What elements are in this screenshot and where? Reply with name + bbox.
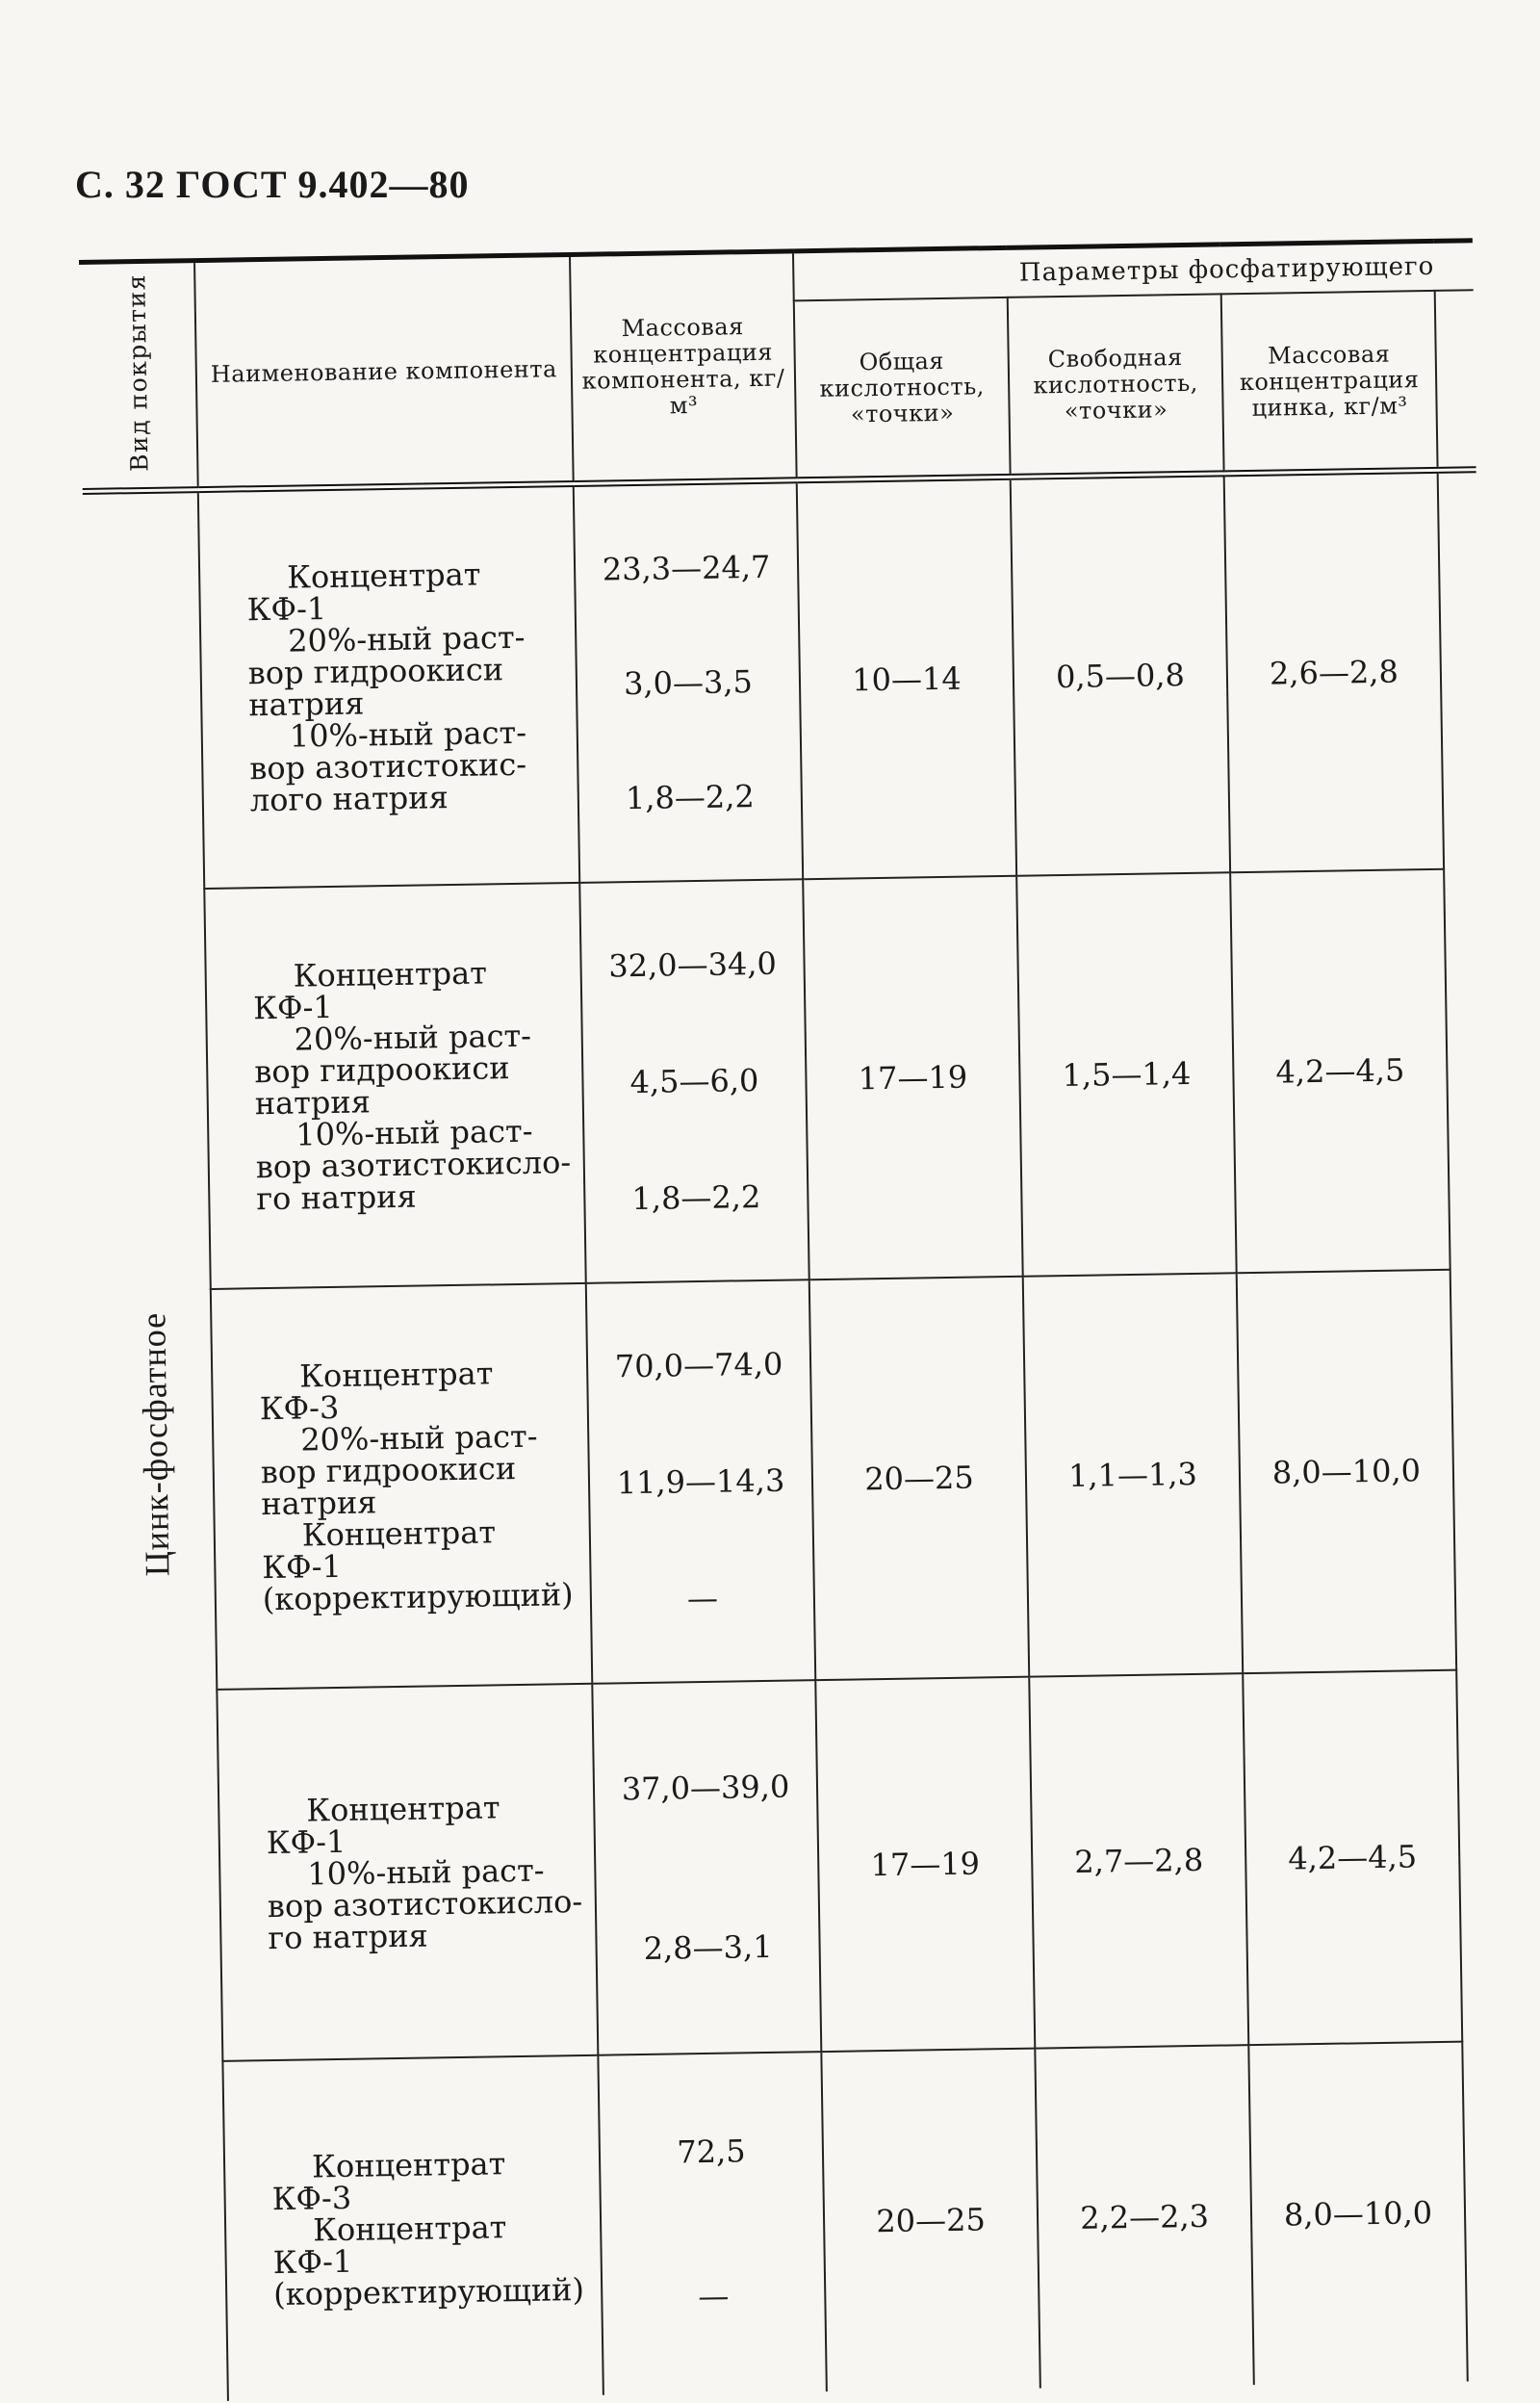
component-cell — [204, 883, 585, 1289]
component-item — [271, 2144, 590, 2217]
composition-table — [79, 238, 1506, 2402]
total-acidity-cell: 17—19 — [815, 1677, 1035, 2052]
component-item — [255, 1112, 575, 1218]
mass-value: — — [686, 1579, 719, 1616]
mass-value: 2,8—3,1 — [643, 1927, 773, 1967]
mass-cell — [574, 480, 803, 883]
total-acidity-cell: 20—25 — [809, 1277, 1030, 1680]
trailing-cell — [1444, 868, 1489, 1270]
mass-value: — — [698, 2277, 730, 2315]
table-row — [101, 1669, 1501, 2063]
component-cell — [217, 1684, 598, 2061]
page-header: С. 32 ГОСТ 9.402—80 — [75, 163, 470, 206]
component-first-line: 10%-ный раст- — [307, 1851, 545, 1892]
component-item — [260, 1417, 579, 1523]
table-body — [83, 470, 1506, 2403]
component-first-line: Концентрат — [311, 2144, 506, 2184]
component-rest: КФ-3 — [271, 2179, 352, 2217]
component-name-header: Наименование компонента — [194, 254, 574, 489]
component-first-line: Концентрат — [306, 1788, 500, 1828]
mass-list — [575, 508, 802, 857]
component-item — [266, 1788, 584, 1861]
free-acidity-cell: 1,5—1,4 — [1016, 872, 1237, 1276]
component-first-line: 20%-ный раст- — [294, 1017, 532, 1058]
component-list — [199, 523, 578, 852]
component-rest: вор азотистокисло-го натрия — [267, 1882, 583, 1956]
zinc-cell: 8,0—10,0 — [1237, 1270, 1457, 1673]
mass-value: 23,3—24,7 — [602, 548, 771, 588]
mass-value: 70,0—74,0 — [614, 1345, 783, 1385]
trailing-cell — [1462, 2041, 1506, 2382]
component-rest: вор азотистокис-лого натрия — [249, 745, 527, 819]
component-item — [246, 556, 565, 629]
mass-value: 37,0—39,0 — [621, 1768, 790, 1808]
component-cell — [198, 483, 579, 889]
component-cell — [211, 1283, 592, 1690]
component-item — [253, 1017, 573, 1123]
coating-type-header — [79, 261, 198, 492]
mass-cell — [586, 1279, 816, 1684]
component-item — [249, 713, 569, 819]
trailing-cell — [1456, 1669, 1501, 2042]
total-acidity-cell: 17—19 — [803, 876, 1023, 1279]
table-row — [83, 470, 1482, 891]
table-wrapper — [79, 238, 1506, 2402]
component-first-line: 20%-ный раст- — [287, 618, 526, 659]
component-item — [272, 2208, 592, 2313]
component-first-line: Концентрат — [298, 1355, 494, 1395]
mass-list — [600, 2078, 826, 2370]
component-rest: вор гидроокиси натрия — [253, 1049, 510, 1123]
component-list — [224, 2111, 602, 2345]
component-rest: вор гидроокиси натрия — [260, 1450, 517, 1523]
mass-list — [581, 905, 808, 1257]
mass-value: 32,0—34,0 — [608, 945, 778, 985]
mass-list — [587, 1305, 814, 1658]
component-rest: КФ-1 (корректирующий) — [272, 2242, 585, 2313]
trailing-cell — [1438, 470, 1483, 869]
component-rest: КФ-1 — [246, 590, 327, 629]
zinc-cell: 4,2—4,5 — [1230, 869, 1450, 1273]
component-item — [247, 618, 567, 724]
component-rest: вор азотистокисло-го натрия — [255, 1144, 572, 1218]
free-acidity-cell: 2,7—2,8 — [1029, 1673, 1248, 2048]
coating-type-value: Цинк-фосфатное — [133, 1311, 176, 1577]
mass-value: 3,0—3,5 — [623, 663, 754, 703]
component-list — [212, 1322, 590, 1651]
component-list — [219, 1755, 597, 1989]
component-first-line: Концентрат — [286, 556, 481, 596]
free-acidity-header: Свободная кислотность, «точки» — [1008, 294, 1224, 477]
component-rest: КФ-1 — [252, 988, 334, 1027]
coating-type-header-label: Вид покрытия — [122, 272, 154, 473]
trailing-cell — [1450, 1269, 1496, 1670]
mass-value: 11,9—14,3 — [616, 1461, 785, 1502]
component-item — [262, 1513, 581, 1618]
table-row — [95, 1269, 1495, 1692]
free-acidity-cell: 2,2—2,3 — [1035, 2045, 1254, 2388]
component-item — [259, 1355, 578, 1428]
mass-value: 4,5—6,0 — [629, 1061, 759, 1101]
component-rest: КФ-3 — [259, 1388, 340, 1428]
table-head — [79, 241, 1476, 492]
table-row — [89, 868, 1488, 1291]
mass-concentration-header: Массовая концентрация компонента, кг/м³ — [570, 251, 797, 484]
component-item — [267, 1851, 586, 1956]
table-row — [107, 2041, 1505, 2403]
total-acidity-header: Общая кислотность, «точки» — [794, 297, 1011, 480]
component-first-line: Концентрат — [301, 1513, 497, 1554]
component-rest: вор гидроокиси натрия — [247, 651, 504, 724]
mass-cell — [579, 879, 809, 1283]
component-rest: КФ-1 — [266, 1822, 346, 1861]
component-list — [206, 921, 584, 1251]
mass-value: 1,8—2,2 — [625, 778, 756, 817]
component-cell — [222, 2055, 603, 2401]
component-first-line: 10%-ный раст- — [295, 1112, 533, 1153]
phosphating-params-group-header: Параметры фосфатирующего — [793, 241, 1474, 301]
mass-value: 1,8—2,2 — [631, 1177, 761, 1217]
free-acidity-cell: 0,5—0,8 — [1011, 474, 1230, 876]
component-first-line: Концентрат — [293, 954, 488, 995]
total-acidity-cell: 20—25 — [821, 2049, 1040, 2391]
mass-value: 72,5 — [677, 2132, 746, 2171]
mass-cell — [592, 1680, 821, 2055]
zinc-cell: 4,2—4,5 — [1243, 1670, 1462, 2045]
mass-cell — [598, 2052, 827, 2395]
zinc-cell: 2,6—2,8 — [1224, 470, 1444, 872]
component-rest: КФ-1 (корректирующий) — [262, 1547, 574, 1618]
zinc-cell: 8,0—10,0 — [1248, 2042, 1468, 2385]
component-first-line: 10%-ный раст- — [289, 713, 527, 755]
component-item — [252, 954, 571, 1027]
zinc-concentration-header: Массовая концентрация цинка, кг/м³ — [1221, 291, 1438, 474]
total-acidity-cell: 10—14 — [797, 477, 1016, 879]
mass-list — [594, 1706, 820, 2029]
component-first-line: Концентрат — [312, 2208, 507, 2248]
component-first-line: 20%-ный раст- — [299, 1417, 538, 1459]
trailing-header — [1435, 290, 1476, 470]
free-acidity-cell: 1,1—1,3 — [1023, 1273, 1244, 1676]
